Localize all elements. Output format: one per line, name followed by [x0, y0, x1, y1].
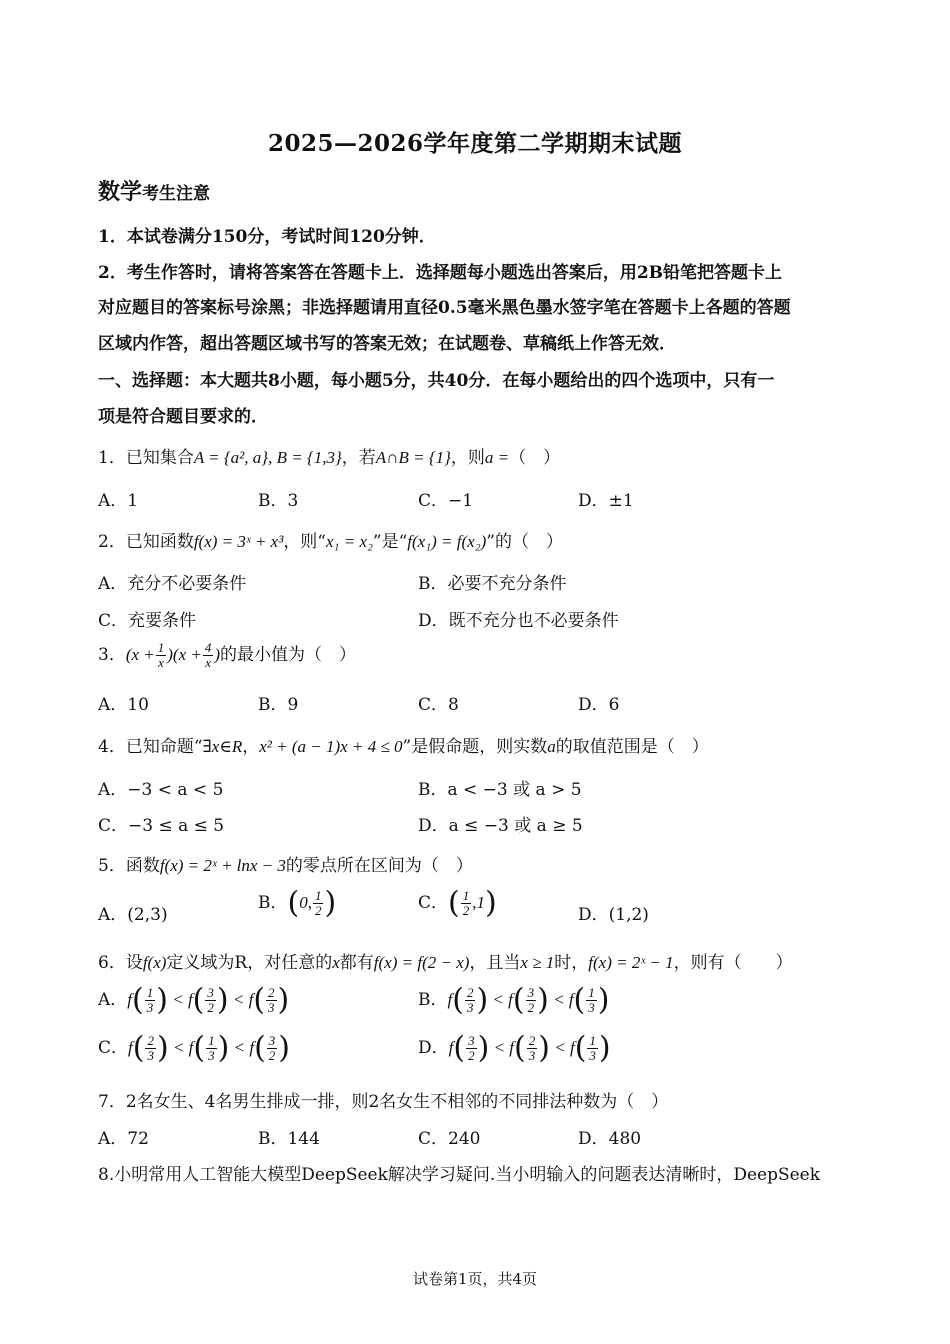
q6-fraction [466, 1034, 477, 1063]
q6-lead: 6．设 [98, 953, 143, 973]
q6-mid4: 时， [554, 953, 589, 973]
q6-eq: f(x) = f(2 − x) [373, 953, 470, 972]
question-1 [98, 443, 858, 468]
q6-fraction [266, 986, 277, 1015]
q5-b-half-num: 1 [314, 888, 322, 903]
q6-frac-num: 1 [208, 1033, 215, 1048]
q6-paren-close: ) [537, 982, 549, 1018]
q6-frac-den: 3 [268, 1000, 275, 1015]
q6-paren-close: ) [278, 1030, 290, 1066]
q6-less-than: < [489, 1038, 510, 1057]
q6-frac-den: 2 [527, 1000, 535, 1015]
q6-frac-num: 2 [147, 1033, 154, 1048]
q1-ask: a = [484, 448, 510, 467]
q6-fraction [205, 986, 216, 1015]
q7-option-a: A．72 [98, 1129, 149, 1149]
question-2 [98, 527, 858, 552]
q4-exists: ∃x∈R [202, 737, 243, 756]
q4-option-b: B．a < −3 或 a > 5 [418, 780, 582, 800]
q6-less-than: < [488, 990, 509, 1009]
q6-less-than: < [228, 990, 249, 1009]
q5-option-a: A．(2,3) [98, 905, 168, 925]
note-1: 1．本试卷满分150分，考试时间120分钟． [98, 227, 436, 247]
q5-c-label: C． [418, 893, 449, 913]
q5-b-label: B． [258, 893, 288, 913]
question-7: 7．2名女生、4名男生排成一排，则2名女生不相邻的不同排法种数为（ ） [98, 1092, 669, 1112]
q6-mid: 定义域为R，对任意的 [166, 953, 333, 973]
question-5 [98, 851, 858, 876]
q1-cond: A∩B = {1} [375, 448, 451, 467]
q6-option-label: B． [418, 990, 448, 1010]
note-4: 区域内作答，超出答题区域书写的答案无效；在试题卷、草稿纸上作答无效． [98, 334, 676, 354]
q3-frac2-den: x [205, 655, 211, 670]
q6-f: f [187, 990, 193, 1009]
q2-option-b: B．必要不充分条件 [418, 574, 567, 594]
q6-frac-den: 3 [146, 1000, 154, 1015]
q4-comma: ， [242, 737, 260, 757]
q6-fraction [267, 1034, 278, 1063]
q6-frac-den: 2 [468, 1048, 475, 1063]
q5-b-left: 0, [299, 893, 312, 912]
note-2: 2．考生作答时，请将答案答在答题卡上．选择题每小题选出答案后，用2B铅笔把答题卡上 [98, 263, 783, 283]
q1-mid: ，若 [341, 448, 376, 468]
q6-frac-num: 2 [528, 1033, 536, 1048]
q6-paren-open: ( [132, 982, 144, 1018]
q3-frac1-num: 1 [157, 640, 165, 655]
q6-paren-open: ( [132, 1030, 145, 1066]
q5-lead: 5．函数 [98, 856, 160, 876]
q6-f: f [127, 990, 133, 1009]
q6-less-than: < [548, 990, 569, 1009]
q6-fraction [206, 1034, 217, 1063]
q7-option-b: B．144 [258, 1129, 320, 1149]
q1-option-c: C．−1 [418, 491, 474, 511]
q6-frac-num: 3 [468, 1033, 475, 1048]
q4-option-c: C．−3 ≤ a ≤ 5 [98, 816, 225, 836]
q5-option-b: B．(0, $\frac{1}{2}$ ) [258, 885, 337, 921]
q4-mid: ”是假命题，则实数 [402, 737, 548, 757]
q6-option-c [98, 1030, 290, 1066]
q6-paren-close: ) [597, 982, 610, 1018]
page-footer: 试卷第1页，共4页 [412, 1270, 538, 1288]
q6-f: f [509, 1038, 515, 1057]
q6-frac-num: 2 [466, 985, 474, 1000]
q3-option-c: C．8 [418, 695, 459, 715]
q5-option-c: C．( $\frac{1}{2}$ ,1) [418, 885, 497, 921]
q6-less-than: < [549, 1038, 570, 1057]
q6-f: f [508, 990, 513, 1009]
q6-option-label: A． [98, 990, 128, 1010]
q6-f: f [248, 990, 254, 1009]
q5-c-half-num: 1 [462, 888, 470, 903]
q6-paren-open: ( [192, 982, 205, 1018]
q2-mid: ，则“ [283, 532, 327, 552]
q6-tail: ，则有（ ） [673, 953, 793, 973]
section-header-2: 项是符合题目要求的． [98, 407, 268, 427]
q2-option-d: D．既不充分也不必要条件 [418, 611, 619, 631]
q3-tail: 的最小值为（ ） [220, 645, 357, 665]
q7-option-c: C．240 [418, 1129, 481, 1149]
q6-option-label: C． [98, 1038, 129, 1058]
q3-option-a: A．10 [98, 695, 149, 715]
q2-tail: ”的（ ） [486, 532, 563, 552]
q6-paren-close: ) [598, 1030, 611, 1066]
q6-mid2: 都有 [339, 953, 374, 973]
q6-paren-close: ) [538, 1030, 550, 1066]
q6-fraction [145, 1034, 156, 1063]
q6-frac-num: 2 [268, 985, 275, 1000]
q4-ineq: x² + (a − 1)x + 4 ≤ 0 [259, 737, 403, 756]
q6-fraction [527, 1034, 538, 1063]
q4-var: a [547, 737, 556, 756]
q6-less-than: < [168, 1038, 189, 1057]
q6-f: f [448, 1038, 454, 1057]
q5-b-half-den: 2 [314, 903, 322, 918]
q7-option-d: D．480 [578, 1129, 642, 1149]
q5-func: f(x) = 2ˣ + lnx − 3 [159, 856, 286, 875]
q2-option-c: C．充要条件 [98, 611, 197, 631]
q5-tail: 的零点所在区间为（ ） [285, 856, 473, 876]
q4-tail: 的取值范围是（ ） [555, 737, 709, 757]
q5-b-half [313, 889, 324, 918]
q6-f: f [447, 990, 453, 1009]
q5-c-half-den: 2 [462, 903, 470, 918]
question-3 [98, 640, 858, 670]
q6-paren-close: ) [277, 982, 290, 1018]
q6-frac-den: 3 [466, 1000, 474, 1015]
question-6 [98, 948, 858, 973]
q3-expr-mid: )(x + [167, 645, 202, 664]
q5-c-half [461, 889, 472, 918]
q6-paren-close: ) [477, 1030, 490, 1066]
q3-frac-1 [156, 641, 167, 670]
q4-lead: 4．已知命题“ [98, 737, 203, 757]
q6-var: x [332, 953, 340, 972]
q6-option-label: D． [418, 1038, 449, 1058]
q6-f: f [128, 1038, 133, 1057]
q1-sets: A = {a², a}, B = {1,3} [193, 448, 342, 467]
q1-option-a: A．1 [98, 491, 139, 511]
q6-paren-open: ( [512, 982, 525, 1018]
q5-option-d: D．(1,2) [578, 905, 649, 925]
note-3: 对应题目的答案标号涂黑；非选择题请用直径0.5毫米黑色墨水签字笔在答题卡上各题的答题 [98, 298, 791, 318]
q6-def: f(x) = 2ˣ − 1 [588, 953, 674, 972]
q2-func: f(x) = 3ˣ + x³ [193, 532, 284, 551]
q2-cond1: x₁ = x₂ [326, 532, 373, 551]
q6-frac-num: 1 [589, 1033, 596, 1048]
q6-frac-den: 3 [588, 1000, 595, 1015]
exam-title: 2025—2026学年度第二学期期末试题 [267, 130, 683, 157]
q2-mid2: ”是“ [372, 532, 408, 552]
q6-frac-num: 3 [527, 985, 535, 1000]
q6-paren-close: ) [217, 1030, 230, 1066]
q6-fraction [587, 1034, 598, 1063]
q3-num: 3． [98, 645, 126, 665]
q5-c-right: ,1 [472, 893, 485, 912]
q6-less-than: < [167, 990, 188, 1009]
q3-frac2-num: 4 [204, 640, 212, 655]
q6-fraction [586, 986, 597, 1015]
q2-lead: 2．已知函数 [98, 532, 194, 552]
q6-paren-close: ) [156, 1030, 169, 1066]
q3-expr-close: ) [214, 645, 221, 664]
q1-tail: ，则 [450, 448, 485, 468]
question-4 [98, 732, 858, 757]
subject-heading [98, 175, 210, 206]
q3-frac1-den: x [158, 655, 164, 670]
notice-label: 考生注意 [142, 184, 211, 204]
q6-paren-open: ( [254, 1030, 266, 1066]
q6-fraction [145, 986, 156, 1015]
q6-paren-open: ( [453, 1030, 466, 1066]
q6-less-than: < [229, 1038, 250, 1057]
q6-fraction [465, 986, 476, 1015]
q6-f: f [568, 990, 574, 1009]
q6-paren-close: ) [156, 982, 168, 1018]
q3-expr-open: (x + [125, 645, 155, 664]
q6-paren-open: ( [253, 982, 266, 1018]
q6-f: f [569, 1038, 575, 1057]
q1-lead: 1．已知集合 [98, 448, 194, 468]
q1-paren: （ ） [509, 448, 561, 468]
q6-paren-open: ( [514, 1030, 526, 1066]
q3-frac-2 [203, 641, 214, 670]
q6-frac-num: 3 [268, 1033, 276, 1048]
q6-option-b [418, 982, 610, 1018]
q2-cond2: f(x₁) = f(x₂) [407, 532, 487, 551]
q6-frac-den: 2 [207, 1000, 214, 1015]
q6-frac-num: 3 [207, 985, 214, 1000]
q6-f: f [249, 1038, 255, 1057]
q2-option-a: A．充分不必要条件 [98, 574, 247, 594]
question-8: 8.小明常用人工智能大模型DeepSeek解决学习疑问.当小明输入的问题表达清晰时，DeepSeek [98, 1165, 821, 1185]
q1-option-b: B．3 [258, 491, 299, 511]
q6-paren-close: ) [476, 982, 489, 1018]
q6-mid3: ，且当 [469, 953, 521, 973]
q6-frac-den: 2 [268, 1048, 276, 1063]
q6-frac-den: 3 [589, 1048, 596, 1063]
section-header-1: 一、选择题：本大题共8小题，每小题5分，共40分．在每小题给出的四个选项中，只有一 [98, 371, 775, 391]
q4-option-d: D．a ≤ −3 或 a ≥ 5 [418, 816, 583, 836]
q6-frac-den: 3 [208, 1048, 215, 1063]
q6-cond: x ≥ 1 [520, 953, 555, 972]
q1-option-d: D．±1 [578, 491, 634, 511]
q6-frac-den: 3 [528, 1048, 536, 1063]
q6-frac-den: 3 [147, 1048, 154, 1063]
q6-paren-open: ( [573, 982, 586, 1018]
q6-paren-open: ( [452, 982, 464, 1018]
q6-option-a [98, 982, 290, 1018]
q6-paren-open: ( [193, 1030, 206, 1066]
q6-fraction [526, 986, 537, 1015]
q6-paren-close: ) [216, 982, 229, 1018]
q6-func: f(x) [142, 953, 167, 972]
q6-paren-open: ( [574, 1030, 587, 1066]
q6-f: f [188, 1038, 194, 1057]
q6-frac-num: 1 [588, 985, 595, 1000]
q3-option-d: D．6 [578, 695, 620, 715]
q6-option-d [418, 1030, 611, 1066]
subject-name: 数学 [98, 179, 143, 205]
q3-option-b: B．9 [258, 695, 299, 715]
q6-frac-num: 1 [146, 985, 154, 1000]
q4-option-a: A．−3 < a < 5 [98, 780, 224, 800]
